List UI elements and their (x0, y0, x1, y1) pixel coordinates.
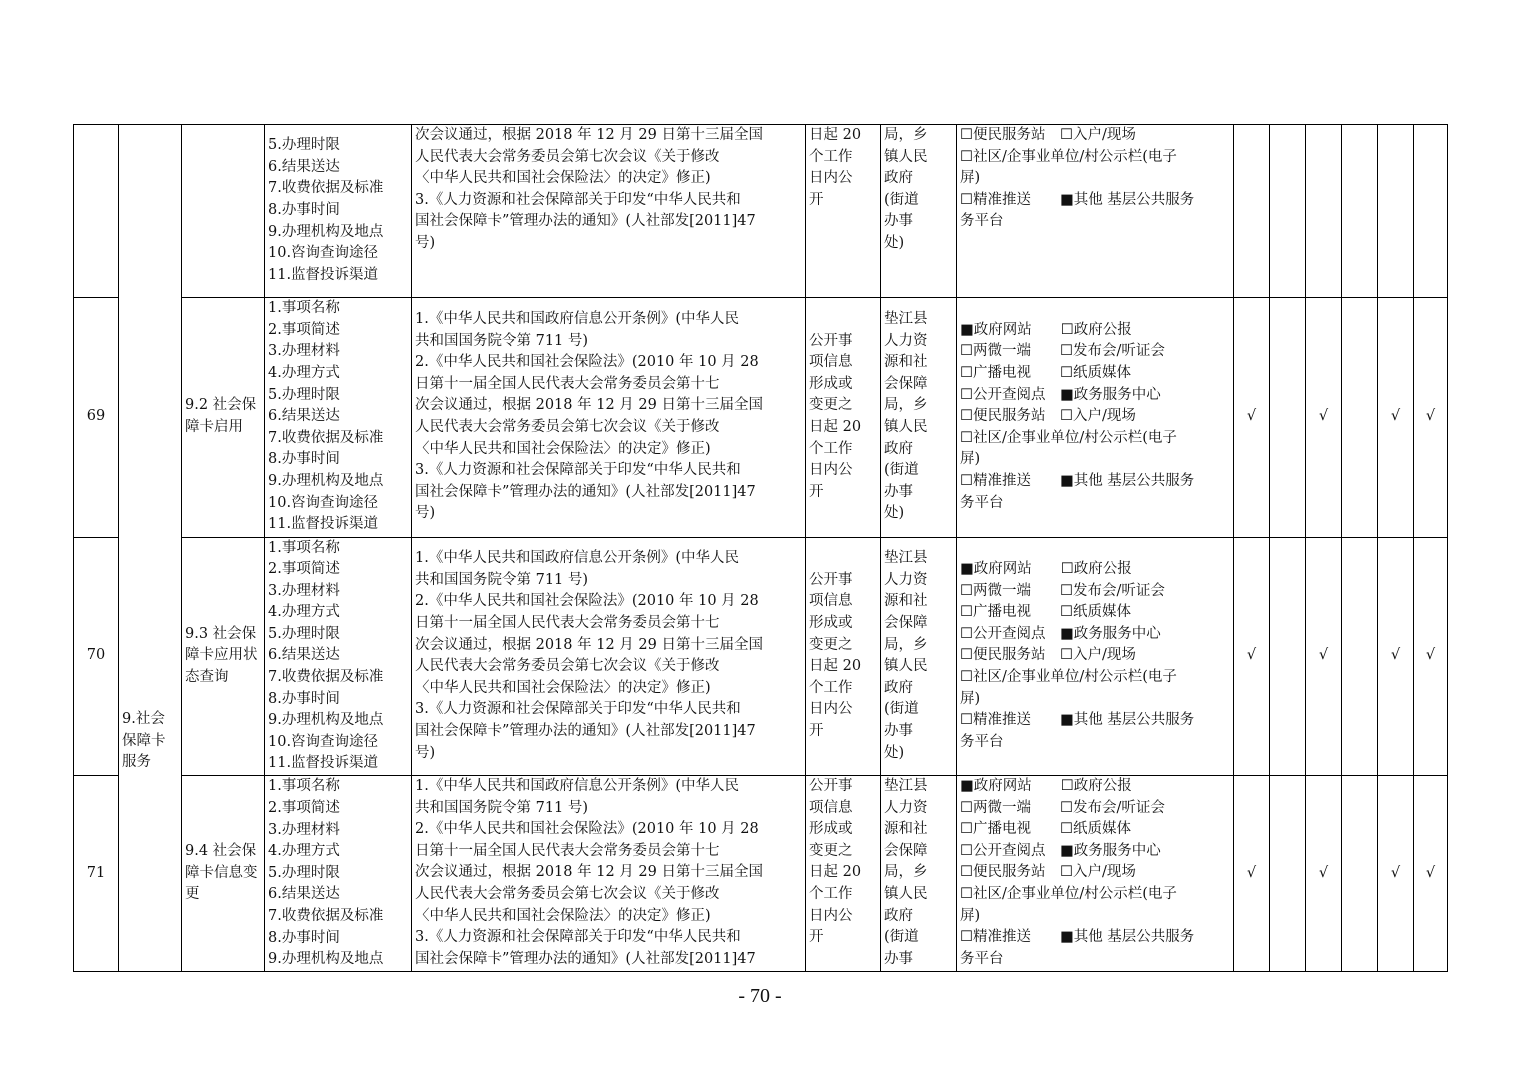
cell-line: 4.办理方式 (268, 604, 340, 621)
cell-line: 1.事项名称 (268, 300, 340, 317)
mark-cell (1414, 125, 1448, 298)
cell-line: 11.监督投诉渠道 (268, 266, 379, 283)
mark-cell (1342, 125, 1378, 298)
cell-line: 〈中华人民共和国社会保险法〉的决定》修正) (415, 907, 711, 924)
mark-cell (1342, 297, 1378, 537)
channel-cell (957, 125, 1234, 298)
cell-line: ☐公开查阅点 ■政务服务中心 (960, 842, 1161, 859)
cell-line: ☐精准推送 ■其他 基层公共服务 (960, 929, 1195, 946)
cell-line: 项信息 (809, 593, 853, 610)
cell-line: 变更之 (809, 842, 853, 859)
table-row (74, 776, 1448, 972)
items-cell (265, 297, 412, 537)
basis-cell (412, 125, 806, 298)
cell-line: (街道 (884, 701, 919, 718)
time-cell (806, 776, 881, 972)
cell-line: 日内公 (809, 907, 853, 924)
mark-cell: √ (1378, 537, 1414, 776)
cell-line: ☐两微一端 ☐发布会/听证会 (960, 799, 1165, 816)
mark-cell: √ (1378, 776, 1414, 972)
cell-line: (街道 (884, 462, 919, 479)
cell-line: 处) (884, 505, 905, 522)
category-cell (119, 297, 182, 537)
cell-line: ☐两微一端 ☐发布会/听证会 (960, 343, 1165, 360)
cell-line: 人力资 (884, 799, 928, 816)
cell-line: 屏) (960, 170, 981, 187)
cell-line: 7.收费依据及标准 (268, 180, 384, 197)
cell-line: 5.办理时限 (268, 625, 340, 642)
time-cell (806, 297, 881, 537)
cell-line: 1.《中华人民共和国政府信息公开条例》(中华人民 (415, 311, 739, 328)
mark-cell (1270, 537, 1306, 776)
items-cell (265, 125, 412, 298)
cell-line: 4.办理方式 (268, 365, 340, 382)
cell-line: ☐精准推送 ■其他 基层公共服务 (960, 191, 1195, 208)
cell-line: 3.《人力资源和社会保障部关于印发“中华人民共和 (415, 929, 741, 946)
cell-line: ☐便民服务站 ☐入户/现场 (960, 408, 1136, 425)
category-cell (119, 125, 182, 298)
cell-line: 次会议通过，根据 2018 年 12 月 29 日第十三届全国 (415, 397, 763, 414)
cell-line: 国社会保障卡”管理办法的通知》(人社部发[2011]47 (415, 723, 756, 740)
sub-item-cell (182, 537, 265, 776)
cell-line: ■政府网站 ☐政府公报 (960, 561, 1132, 578)
cell-line: 2.事项简述 (268, 321, 340, 338)
cell-line: 2.事项简述 (268, 561, 340, 578)
mark-cell: √ (1306, 537, 1342, 776)
cell-line: 6.结果送达 (268, 647, 340, 664)
cell-line: 垫江县 (884, 311, 928, 328)
cell-line: 2.《中华人民共和国社会保险法》(2010 年 10 月 28 (415, 354, 759, 371)
cell-line: ■政府网站 ☐政府公报 (960, 778, 1132, 795)
cell-line: 务平台 (960, 494, 1004, 511)
sub-item-cell (182, 297, 265, 537)
table-row (74, 537, 1448, 776)
cell-line: 公开事 (809, 778, 853, 795)
cell-line: 9.办理机构及地点 (268, 472, 384, 489)
cell-line: 处) (884, 234, 905, 251)
cell-line: 屏) (960, 451, 981, 468)
cell-line: 日起 20 (809, 419, 862, 435)
cell-line: (街道 (884, 191, 919, 208)
table-row (74, 297, 1448, 537)
mark-cell: √ (1414, 776, 1448, 972)
mark-cell (1270, 297, 1306, 537)
cell-line: 日第十一届全国人民代表大会常务委员会第十七 (415, 375, 720, 392)
items-cell (265, 776, 412, 972)
time-cell (806, 125, 881, 298)
cell-line: 日内公 (809, 701, 853, 718)
cell-line: 共和国国务院令第 711 号) (415, 571, 589, 588)
cell-line: 垫江县 (884, 550, 928, 567)
cell-line: 镇人民 (884, 658, 928, 675)
mark-cell: √ (1414, 297, 1448, 537)
cell-line: 国社会保障卡”管理办法的通知》(人社部发[2011]47 (415, 950, 756, 967)
cell-line: 7.收费依据及标准 (268, 669, 384, 686)
cell-line: 1.《中华人民共和国政府信息公开条例》(中华人民 (415, 778, 739, 795)
cell-line: ☐两微一端 ☐发布会/听证会 (960, 582, 1165, 599)
cell-line: 8.办事时间 (268, 201, 340, 218)
cell-line: 9.办理机构及地点 (268, 951, 384, 968)
mark-cell (1342, 776, 1378, 972)
cell-line: 日起 20 (809, 658, 862, 675)
cell-line: 日起 20 (809, 864, 862, 881)
mark-cell: √ (1306, 776, 1342, 972)
cell-line: 10.咨询查询途径 (268, 494, 379, 511)
mark-cell (1342, 537, 1378, 776)
cell-line: 形成或 (809, 615, 853, 632)
cell-line: 国社会保障卡”管理办法的通知》(人社部发[2011]47 (415, 483, 756, 500)
cell-line: 形成或 (809, 821, 853, 838)
table-body (74, 125, 1448, 972)
cell-line: 2.《中华人民共和国社会保险法》(2010 年 10 月 28 (415, 821, 759, 838)
cell-line: 屏) (960, 907, 981, 924)
cell-line: 办事 (884, 950, 913, 967)
cell-line: 变更之 (809, 397, 853, 414)
cell-line: 变更之 (809, 636, 853, 653)
cell-line: 1.《中华人民共和国政府信息公开条例》(中华人民 (415, 550, 739, 567)
mark-cell: √ (1234, 297, 1270, 537)
subject-cell (881, 297, 957, 537)
cell-line: 政府 (884, 440, 913, 457)
cell-line: 共和国国务院令第 711 号) (415, 799, 589, 816)
cell-line: 日内公 (809, 462, 853, 479)
row-index-cell: 70 (74, 537, 119, 776)
sub-item-cell (182, 125, 265, 298)
cell-line: 日第十一届全国人民代表大会常务委员会第十七 (415, 615, 720, 632)
cell-line: 次会议通过，根据 2018 年 12 月 29 日第十三届全国 (415, 864, 763, 881)
cell-line: 个工作 (809, 886, 853, 902)
cell-line: 11.监督投诉渠道 (268, 755, 379, 772)
cell-line: ☐社区/企事业单位/村公示栏(电子 (960, 148, 1177, 165)
cell-line: 号) (415, 234, 436, 251)
cell-line: 局，乡 (884, 636, 928, 653)
cell-line: 3.《人力资源和社会保障部关于印发“中华人民共和 (415, 462, 741, 479)
cell-line: 人民代表大会常务委员会第七次会议《关于修改 (415, 658, 720, 675)
cell-line: 10.咨询查询途径 (268, 733, 379, 750)
cell-line: ☐公开查阅点 ■政务服务中心 (960, 625, 1161, 642)
cell-line: ☐广播电视 ☐纸质媒体 (960, 821, 1131, 838)
cell-line: 人民代表大会常务委员会第七次会议《关于修改 (415, 419, 720, 435)
cell-line: 1.事项名称 (268, 778, 340, 795)
row-index-cell: 71 (74, 776, 119, 972)
cell-line: 〈中华人民共和国社会保险法〉的决定》修正) (415, 170, 711, 187)
cell-line: 办事 (884, 483, 913, 500)
cell-line: 垫江县 (884, 778, 928, 795)
time-cell (806, 537, 881, 776)
cell-line: 次会议通过，根据 2018 年 12 月 29 日第十三届全国 (415, 127, 763, 143)
cell-line: 局，乡 (884, 127, 928, 143)
cell-line: 2.事项简述 (268, 799, 340, 816)
cell-line: 公开事 (809, 332, 853, 349)
cell-line: 源和社 (884, 821, 928, 838)
cell-line: 源和社 (884, 354, 928, 371)
sub-item-cell (182, 776, 265, 972)
cell-line: 处) (884, 744, 905, 761)
cell-line: 务平台 (960, 733, 1004, 750)
cell-line: 务平台 (960, 950, 1004, 967)
cell-line: 项信息 (809, 799, 853, 816)
cell-line: 国社会保障卡”管理办法的通知》(人社部发[2011]47 (415, 213, 756, 230)
cell-line: 6.结果送达 (268, 158, 340, 175)
cell-text: 9.3 社会保障卡应用状态查询 (185, 625, 258, 686)
cell-line: 镇人民 (884, 419, 928, 435)
cell-line: 4.办理方式 (268, 843, 340, 860)
cell-line: 5.办理时限 (268, 864, 340, 881)
cell-line: 号) (415, 505, 436, 522)
cell-line: ☐广播电视 ☐纸质媒体 (960, 604, 1131, 621)
cell-line: ☐便民服务站 ☐入户/现场 (960, 127, 1136, 143)
cell-line: 会保障 (884, 615, 928, 632)
cell-line: 屏) (960, 690, 981, 707)
mark-cell: √ (1414, 537, 1448, 776)
cell-line: 3.《人力资源和社会保障部关于印发“中华人民共和 (415, 191, 741, 208)
cell-line: 9.办理机构及地点 (268, 223, 384, 240)
cell-line: 个工作 (809, 679, 853, 696)
cell-line: 政府 (884, 170, 913, 187)
cell-line: 6.结果送达 (268, 408, 340, 425)
mark-cell (1234, 125, 1270, 298)
cell-line: 日起 20 (809, 127, 862, 143)
channel-cell (957, 537, 1234, 776)
cell-line: 务平台 (960, 213, 1004, 230)
mark-cell (1270, 776, 1306, 972)
cell-line: 会保障 (884, 842, 928, 859)
cell-line: ☐社区/企事业单位/村公示栏(电子 (960, 886, 1177, 902)
cell-line: ☐便民服务站 ☐入户/现场 (960, 647, 1136, 664)
mark-cell: √ (1234, 537, 1270, 776)
cell-line: ☐社区/企事业单位/村公示栏(电子 (960, 429, 1177, 446)
cell-line: 〈中华人民共和国社会保险法〉的决定》修正) (415, 440, 711, 457)
cell-line: 共和国国务院令第 711 号) (415, 332, 589, 349)
channel-cell (957, 776, 1234, 972)
cell-line: 开 (809, 929, 824, 946)
cell-line: 7.收费依据及标准 (268, 907, 384, 924)
cell-line: 8.办事时间 (268, 690, 340, 707)
cell-text: 9.2 社会保障卡启用 (185, 397, 257, 435)
cell-line: 6.结果送达 (268, 886, 340, 903)
cell-line: 开 (809, 191, 824, 208)
cell-line: 局，乡 (884, 864, 928, 881)
items-cell (265, 537, 412, 776)
cell-line: 1.事项名称 (268, 539, 340, 556)
cell-line: 日内公 (809, 170, 853, 187)
cell-line: 个工作 (809, 440, 853, 457)
cell-line: ☐精准推送 ■其他 基层公共服务 (960, 472, 1195, 489)
cell-line: ☐便民服务站 ☐入户/现场 (960, 864, 1136, 881)
mark-cell: √ (1306, 297, 1342, 537)
cell-line: 次会议通过，根据 2018 年 12 月 29 日第十三届全国 (415, 636, 763, 653)
cell-line: 源和社 (884, 593, 928, 610)
cell-text: 9.4 社会保障卡信息变更 (185, 843, 258, 903)
cell-line: 3.《人力资源和社会保障部关于印发“中华人民共和 (415, 701, 741, 718)
cell-line: 公开事 (809, 571, 853, 588)
cell-line: 人力资 (884, 571, 928, 588)
cell-text: 9.社会保障卡服务 (122, 711, 166, 771)
basis-cell (412, 776, 806, 972)
cell-line: 办事 (884, 723, 913, 740)
cell-line: ☐广播电视 ☐纸质媒体 (960, 365, 1131, 382)
cell-line: 形成或 (809, 375, 853, 392)
row-index-cell: 69 (74, 297, 119, 537)
document-table (73, 124, 1448, 972)
cell-line: 3.办理材料 (268, 582, 340, 599)
cell-line: 局，乡 (884, 397, 928, 414)
cell-line: 开 (809, 483, 824, 500)
cell-line: 办事 (884, 213, 913, 230)
basis-cell (412, 537, 806, 776)
cell-line: ■政府网站 ☐政府公报 (960, 321, 1132, 338)
cell-line: 开 (809, 723, 824, 740)
cell-line: 项信息 (809, 354, 853, 371)
cell-line: 日第十一届全国人民代表大会常务委员会第十七 (415, 842, 720, 859)
cell-line: 7.收费依据及标准 (268, 429, 384, 446)
cell-line: 政府 (884, 679, 913, 696)
subject-cell (881, 776, 957, 972)
cell-line: 10.咨询查询途径 (268, 245, 379, 262)
cell-line: (街道 (884, 929, 919, 946)
table-row (74, 125, 1448, 298)
cell-line: 8.办事时间 (268, 929, 340, 946)
category-cell (119, 537, 182, 972)
cell-line: 11.监督投诉渠道 (268, 516, 379, 533)
subject-cell (881, 537, 957, 776)
cell-line: 5.办理时限 (268, 386, 340, 403)
cell-line: 人民代表大会常务委员会第七次会议《关于修改 (415, 886, 720, 902)
cell-line: 会保障 (884, 375, 928, 392)
cell-line: ☐精准推送 ■其他 基层公共服务 (960, 712, 1195, 729)
subject-cell (881, 125, 957, 298)
mark-cell (1270, 125, 1306, 298)
mark-cell (1306, 125, 1342, 298)
cell-line: 8.办事时间 (268, 451, 340, 468)
channel-cell (957, 297, 1234, 537)
mark-cell (1378, 125, 1414, 298)
basis-cell (412, 297, 806, 537)
cell-line: 3.办理材料 (268, 343, 340, 360)
cell-line: 政府 (884, 907, 913, 924)
cell-line: ☐社区/企事业单位/村公示栏(电子 (960, 669, 1177, 686)
cell-line: 人力资 (884, 332, 928, 349)
cell-line: 号) (415, 744, 436, 761)
cell-line: 〈中华人民共和国社会保险法〉的决定》修正) (415, 679, 711, 696)
cell-line: 5.办理时限 (268, 137, 340, 154)
mark-cell: √ (1378, 297, 1414, 537)
cell-line: ☐公开查阅点 ■政务服务中心 (960, 386, 1161, 403)
cell-line: 镇人民 (884, 148, 928, 165)
cell-line: 人民代表大会常务委员会第七次会议《关于修改 (415, 148, 720, 165)
cell-line: 镇人民 (884, 886, 928, 902)
cell-line: 3.办理材料 (268, 821, 340, 838)
cell-line: 9.办理机构及地点 (268, 712, 384, 729)
page-number: - 70 - (738, 985, 782, 1007)
mark-cell: √ (1234, 776, 1270, 972)
cell-line: 2.《中华人民共和国社会保险法》(2010 年 10 月 28 (415, 593, 759, 610)
cell-line: 个工作 (809, 148, 853, 165)
